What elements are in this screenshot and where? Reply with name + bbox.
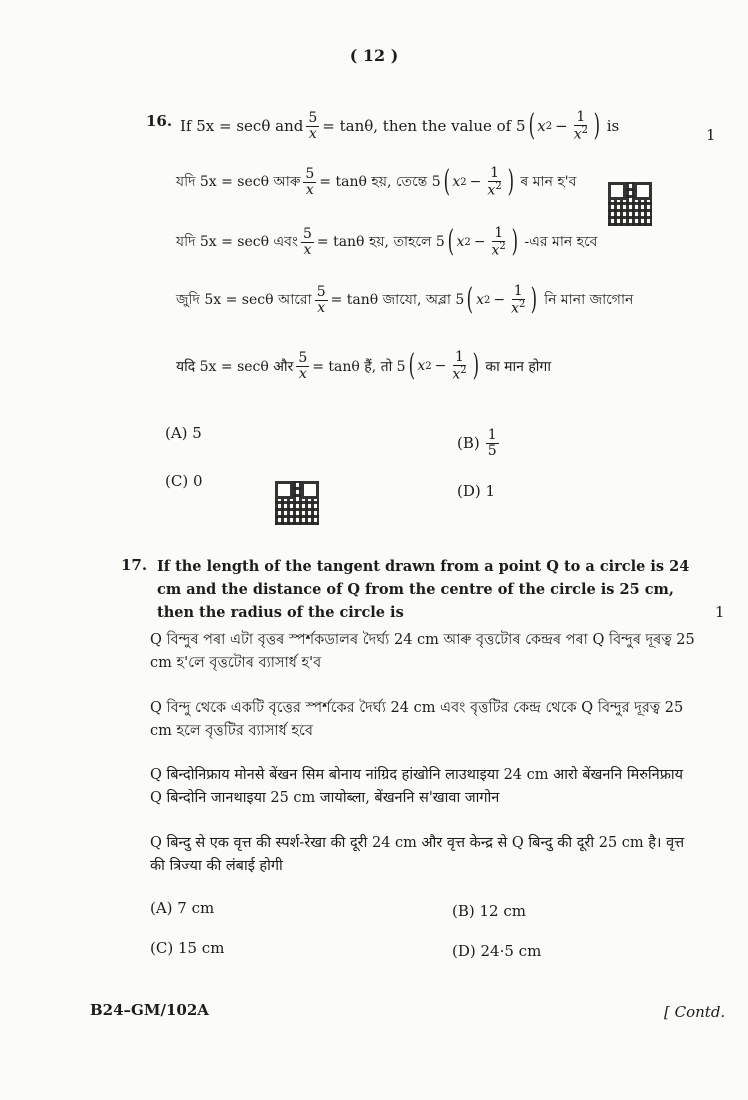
q16-line-pre: জুদি 5x = secθ আরো — [176, 292, 312, 309]
expr-den-x: x — [491, 242, 500, 259]
expr-exponent: 2 — [545, 120, 553, 132]
expr-exponent: 2 — [483, 294, 491, 306]
fraction-denominator: x — [303, 241, 312, 258]
question-16-marks: 1 — [706, 126, 716, 144]
q16-line-mid: = tanθ হয়, তেন্তে 5 — [319, 174, 441, 191]
q16-line-post: -এর মান হবে — [524, 234, 598, 251]
q16-line-pre: যদি 5x = secθ এবং — [176, 234, 298, 251]
close-paren: ) — [507, 164, 514, 200]
page-number: ( 12 ) — [349, 46, 399, 65]
fraction-numerator: 5 — [308, 109, 318, 126]
q16-option-b-denominator: 5 — [487, 442, 497, 459]
fraction-numerator: 5 — [316, 283, 326, 300]
fraction-numerator: 5 — [298, 349, 308, 366]
open-paren: ( — [408, 348, 415, 384]
open-paren: ( — [528, 108, 535, 144]
q16-line-pre: If 5x = secθ and — [180, 117, 304, 136]
expr-one: 1 — [576, 109, 586, 125]
q16-line-3 — [176, 226, 597, 258]
continued-label: [ Contd. — [664, 1003, 726, 1021]
expr-den-x: x — [573, 126, 582, 143]
expr-den-exponent: 2 — [495, 180, 502, 192]
question-16-number: 16. — [146, 112, 173, 130]
expr-den-x: x — [511, 300, 519, 317]
expr-x: x — [476, 292, 484, 309]
q17-option-c: (C) 15 cm — [150, 939, 225, 957]
q16-option-a: (A) 5 — [165, 424, 202, 442]
q17-option-b: (B) 12 cm — [452, 902, 526, 920]
q17-option-a: (A) 7 cm — [150, 899, 215, 917]
q16-line-mid: = tanθ, then the value of 5 — [322, 117, 526, 136]
expr-den-exponent: 2 — [460, 364, 467, 376]
expr-minus: − — [555, 117, 568, 136]
q16-line-post: का मान होगा — [485, 358, 551, 375]
q16-line-post: নি মানা জাগোন — [544, 292, 634, 309]
question-17-hindi: Q बिन्दु से एक वृत्त की स्पर्श-रेखा की दूरी 24 cm और वृत्त केन्द्र से Q बिन्दु की दूरी 25 cm है। वृत्त की त्रिज्या की लंबाई होगी — [150, 835, 685, 874]
expr-minus: − — [434, 358, 447, 375]
question-17-marks: 1 — [715, 603, 725, 621]
q16-line-mid: = tanθ हैं, तो 5 — [312, 358, 406, 375]
q16-line-pre: यदि 5x = secθ और — [176, 358, 294, 375]
q16-option-c: (C) 0 — [165, 472, 203, 490]
expr-minus: − — [469, 174, 482, 191]
fraction-numerator: 5 — [305, 165, 315, 182]
paper-code: B24–GM/102A — [90, 1001, 209, 1019]
question-17-bodo: Q बिन्दोनिफ्राय मोनसे बेंखन सिम बोनाय नांग्रिद हांखोनि लाउथाइया 24 cm आरो बेंखननि मिरुनिफ्राय Q बिन्दोनि जानथाइया 25 cm जायोब्ला, बेंखननि स'खावा जागोन — [150, 767, 684, 806]
open-paren: ( — [443, 164, 450, 200]
close-paren: ) — [511, 224, 518, 260]
question-17-number: 17. — [121, 556, 148, 574]
close-paren: ) — [593, 108, 601, 144]
open-paren: ( — [447, 224, 454, 260]
q16-line-2 — [176, 166, 576, 198]
q16-line-post: ৰ মান হ'ব — [520, 174, 577, 191]
q17-option-d: (D) 24·5 cm — [452, 942, 542, 960]
close-paren: ) — [530, 282, 538, 318]
expr-exponent: 2 — [464, 236, 471, 248]
fraction-numerator: 5 — [302, 225, 312, 242]
expr-den-exponent: 2 — [581, 124, 588, 136]
question-17-english: If the length of the tangent drawn from a point Q to a circle is 24 cm and the distance of Q from the centre of the circle is 25 cm, then the radius of the circle is — [157, 558, 690, 621]
expr-x: x — [456, 234, 465, 251]
fraction-denominator: x — [305, 181, 314, 198]
q16-line-pre: যদি 5x = secθ আৰু — [176, 174, 301, 191]
q16-option-d: (D) 1 — [457, 482, 496, 500]
qr-code-icon — [608, 182, 652, 226]
expr-minus: − — [473, 234, 486, 251]
q16-line-4 — [176, 284, 633, 316]
expr-x: x — [537, 117, 546, 136]
expr-den-x: x — [487, 182, 496, 199]
q16-line-mid: = tanθ হয়, তাহলে 5 — [316, 234, 445, 251]
q16-line-mid: = tanθ জাযো, অব্লা 5 — [330, 292, 465, 309]
question-17-bengali: Q বিন্দু থেকে একটি বৃত্তের স্পর্শকের দৈর্ঘ্য 24 cm এবং বৃত্তটির কেন্দ্র থেকে Q বিন্দুর দূরত্ব 25 cm হলে বৃত্তটির ব্যাসার্ধ হবে — [150, 700, 684, 739]
q16-line-post: is — [606, 117, 620, 136]
expr-den-exponent: 2 — [499, 240, 506, 252]
q16-line-1 — [180, 110, 619, 142]
expr-minus: − — [493, 292, 506, 309]
open-paren: ( — [466, 282, 474, 318]
fraction-denominator: x — [317, 299, 326, 316]
qr-code-icon — [275, 481, 319, 525]
expr-x: x — [417, 358, 426, 375]
expr-one: 1 — [490, 165, 499, 181]
close-paren: ) — [472, 348, 479, 384]
q16-option-b-label: (B) — [457, 434, 480, 453]
expr-one: 1 — [494, 225, 504, 241]
q16-option-b — [457, 428, 502, 458]
fraction-denominator: x — [298, 365, 307, 382]
q16-option-b-numerator: 1 — [487, 427, 497, 443]
expr-den-x: x — [452, 366, 461, 383]
expr-den-exponent: 2 — [518, 298, 526, 310]
expr-one: 1 — [455, 349, 464, 365]
question-17-assamese: Q বিন্দুৰ পৰা এটা বৃত্তৰ স্পৰ্শকডালৰ দৈৰ্ঘ্য 24 cm আৰু বৃত্তটোৰ কেন্দ্ৰৰ পৰা Q বিন্দুৰ দূৰত্ব 25 cm হ'লে বৃত্তটোৰ ব্যাসাৰ্ধ হ'ব — [150, 632, 695, 671]
expr-exponent: 2 — [425, 360, 432, 372]
expr-exponent: 2 — [460, 176, 467, 188]
expr-one: 1 — [513, 283, 523, 299]
q16-line-5 — [176, 350, 551, 382]
expr-x: x — [452, 174, 461, 191]
fraction-denominator: x — [308, 125, 317, 142]
